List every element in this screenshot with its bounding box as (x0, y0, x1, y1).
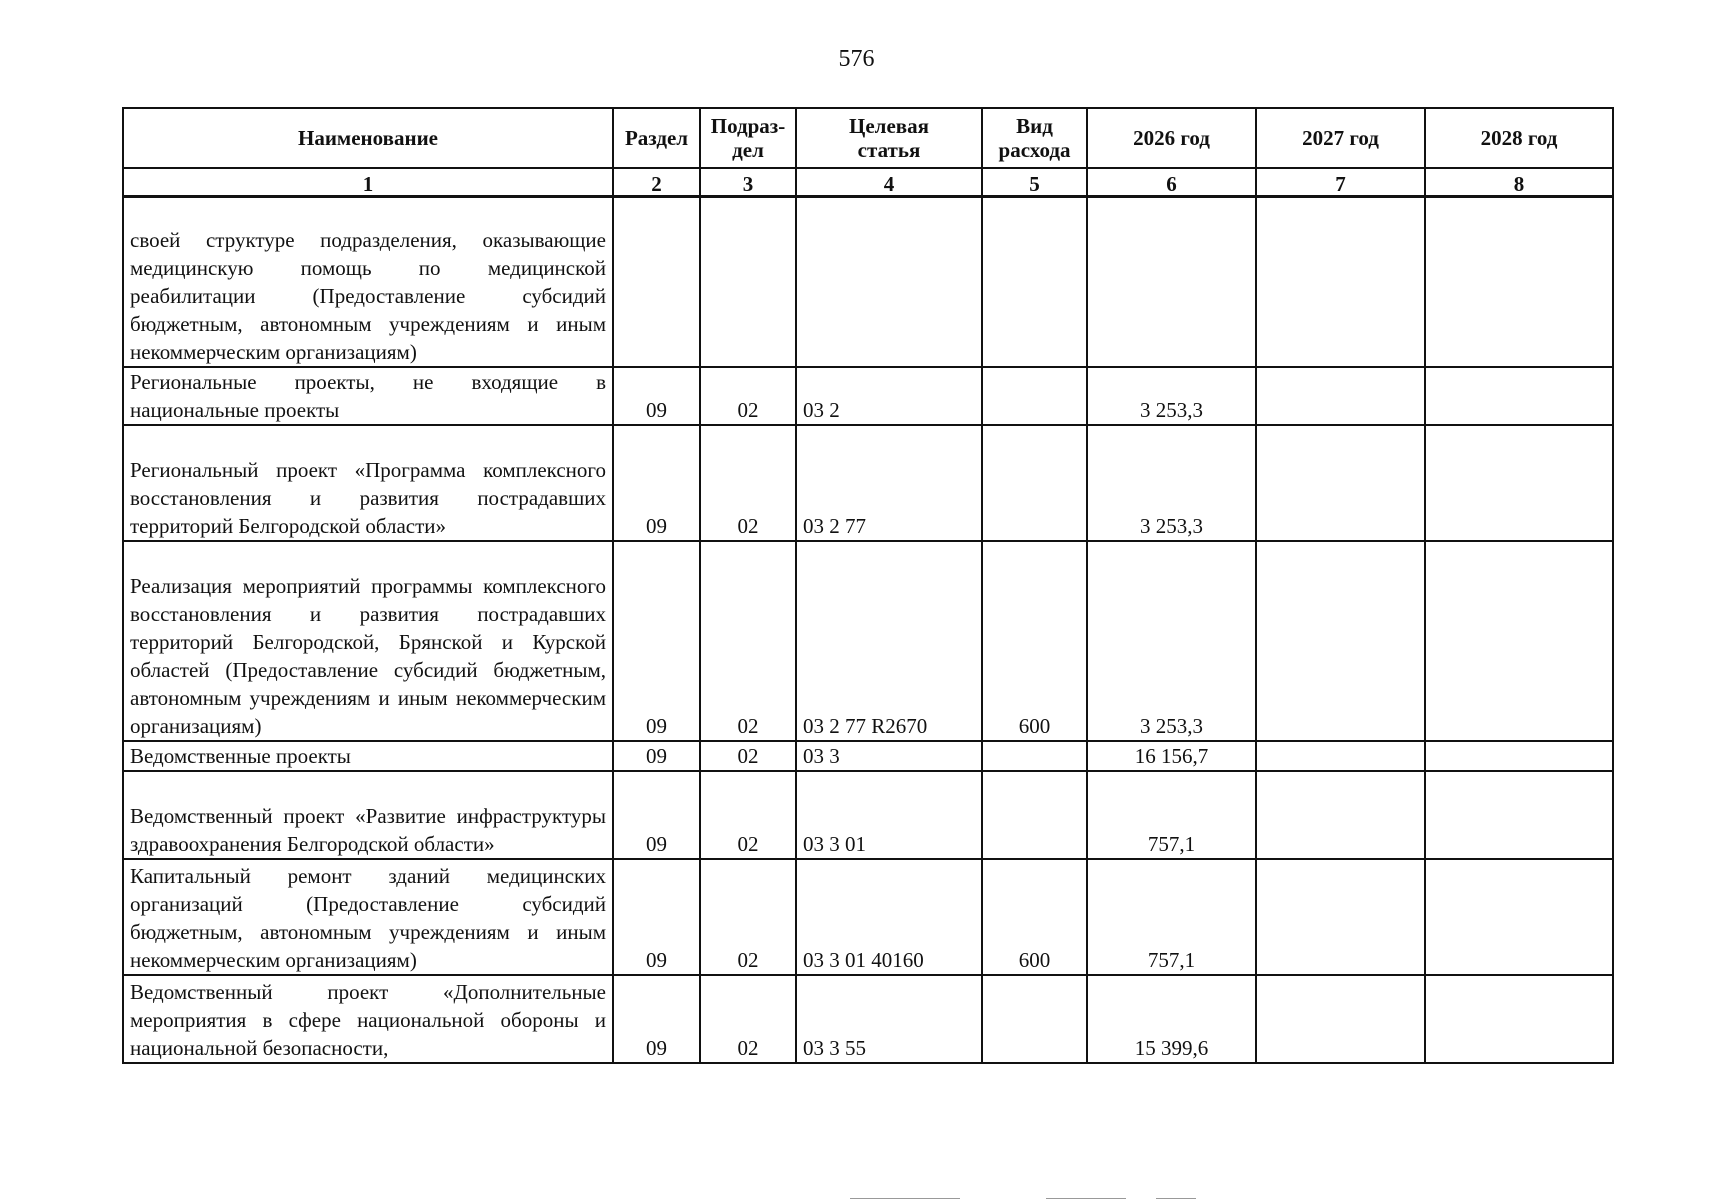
header-razdel: Раздел (613, 108, 700, 168)
column-number: 8 (1425, 168, 1613, 197)
row-2026 (1087, 197, 1256, 367)
table-row (123, 975, 1613, 1063)
row-podrazdel: 02 (700, 771, 796, 859)
row-podrazdel: 02 (700, 859, 796, 975)
row-target: 03 3 (796, 741, 982, 771)
column-number: 7 (1256, 168, 1425, 197)
row-2027 (1256, 859, 1425, 975)
row-2028 (1425, 741, 1613, 771)
row-name: Ведомственный проект «Дополнительные мероприятия в сфере национальной обороны и национальной безопасности, (123, 975, 613, 1063)
row-vid (982, 425, 1087, 541)
table-row (123, 859, 1613, 975)
row-razdel (613, 197, 700, 367)
row-2027 (1256, 975, 1425, 1063)
row-name: Ведомственные проекты (123, 741, 613, 771)
row-podrazdel: 02 (700, 425, 796, 541)
row-2027 (1256, 771, 1425, 859)
header-target: Целевая статья (796, 108, 982, 168)
scan-artifact-line (1156, 1198, 1196, 1199)
table-row (123, 771, 1613, 859)
row-2028 (1425, 367, 1613, 425)
row-2026: 757,1 (1087, 859, 1256, 975)
row-2026: 3 253,3 (1087, 367, 1256, 425)
row-podrazdel: 02 (700, 541, 796, 741)
header-podrazdel: Подраз- дел (700, 108, 796, 168)
column-number: 2 (613, 168, 700, 197)
scan-artifact-line (850, 1198, 960, 1199)
budget-table (122, 107, 1614, 1064)
row-name: Региональные проекты, не входящие в национальные проекты (123, 367, 613, 425)
row-2027 (1256, 197, 1425, 367)
scan-artifact-line (1046, 1198, 1126, 1199)
row-razdel: 09 (613, 367, 700, 425)
row-2028 (1425, 771, 1613, 859)
row-vid (982, 975, 1087, 1063)
row-podrazdel: 02 (700, 975, 796, 1063)
row-vid (982, 197, 1087, 367)
row-target: 03 3 01 40160 (796, 859, 982, 975)
row-podrazdel: 02 (700, 367, 796, 425)
row-2028 (1425, 197, 1613, 367)
header-row (123, 108, 1613, 168)
row-2026: 3 253,3 (1087, 541, 1256, 741)
row-2027 (1256, 367, 1425, 425)
row-2026: 15 399,6 (1087, 975, 1256, 1063)
header-2027: 2027 год (1256, 108, 1425, 168)
row-2028 (1425, 975, 1613, 1063)
row-razdel: 09 (613, 425, 700, 541)
row-vid (982, 367, 1087, 425)
row-2026: 757,1 (1087, 771, 1256, 859)
row-target (796, 197, 982, 367)
table-row (123, 197, 1613, 367)
row-name: своей структуре подразделения, оказывающие медицинскую помощь по медицинской реабилитации (Предоставление субсидий бюджетным, автономным учреждениям и иным некоммерческим организациям) (123, 197, 613, 367)
row-2027 (1256, 541, 1425, 741)
row-target: 03 3 01 (796, 771, 982, 859)
row-name: Региональный проект «Программа комплексного восстановления и развития пострадавших территорий Белгородской области» (123, 425, 613, 541)
row-podrazdel: 02 (700, 741, 796, 771)
column-number: 4 (796, 168, 982, 197)
row-vid (982, 771, 1087, 859)
table-row (123, 741, 1613, 771)
row-target: 03 2 77 (796, 425, 982, 541)
column-number: 3 (700, 168, 796, 197)
row-2026: 16 156,7 (1087, 741, 1256, 771)
header-2026: 2026 год (1087, 108, 1256, 168)
table-row (123, 541, 1613, 741)
row-podrazdel (700, 197, 796, 367)
row-2028 (1425, 541, 1613, 741)
row-vid (982, 741, 1087, 771)
row-2027 (1256, 425, 1425, 541)
column-number: 5 (982, 168, 1087, 197)
row-target: 03 2 (796, 367, 982, 425)
table-row (123, 425, 1613, 541)
row-target: 03 2 77 R2670 (796, 541, 982, 741)
page-number: 576 (838, 46, 875, 72)
row-2027 (1256, 741, 1425, 771)
row-vid: 600 (982, 541, 1087, 741)
column-number: 6 (1087, 168, 1256, 197)
row-name: Ведомственный проект «Развитие инфраструктуры здравоохранения Белгородской области» (123, 771, 613, 859)
header-2028: 2028 год (1425, 108, 1613, 168)
row-2026: 3 253,3 (1087, 425, 1256, 541)
header-vid: Вид расхода (982, 108, 1087, 168)
row-razdel: 09 (613, 859, 700, 975)
row-2028 (1425, 425, 1613, 541)
column-number-row (123, 168, 1613, 197)
row-name: Капитальный ремонт зданий медицинских организаций (Предоставление субсидий бюджетным, автономным учреждениям и иным некоммерческим организациям) (123, 859, 613, 975)
header-name: Наименование (123, 108, 613, 168)
table-row (123, 367, 1613, 425)
row-name: Реализация мероприятий программы комплексного восстановления и развития пострадавших территорий Белгородской, Брянской и Курской областей (Предоставление субсидий бюджетным, автономным учреждениям и иным некоммерческим организациям) (123, 541, 613, 741)
row-vid: 600 (982, 859, 1087, 975)
row-razdel: 09 (613, 541, 700, 741)
row-razdel: 09 (613, 741, 700, 771)
row-razdel: 09 (613, 771, 700, 859)
row-2028 (1425, 859, 1613, 975)
row-target: 03 3 55 (796, 975, 982, 1063)
row-razdel: 09 (613, 975, 700, 1063)
column-number: 1 (123, 168, 613, 197)
